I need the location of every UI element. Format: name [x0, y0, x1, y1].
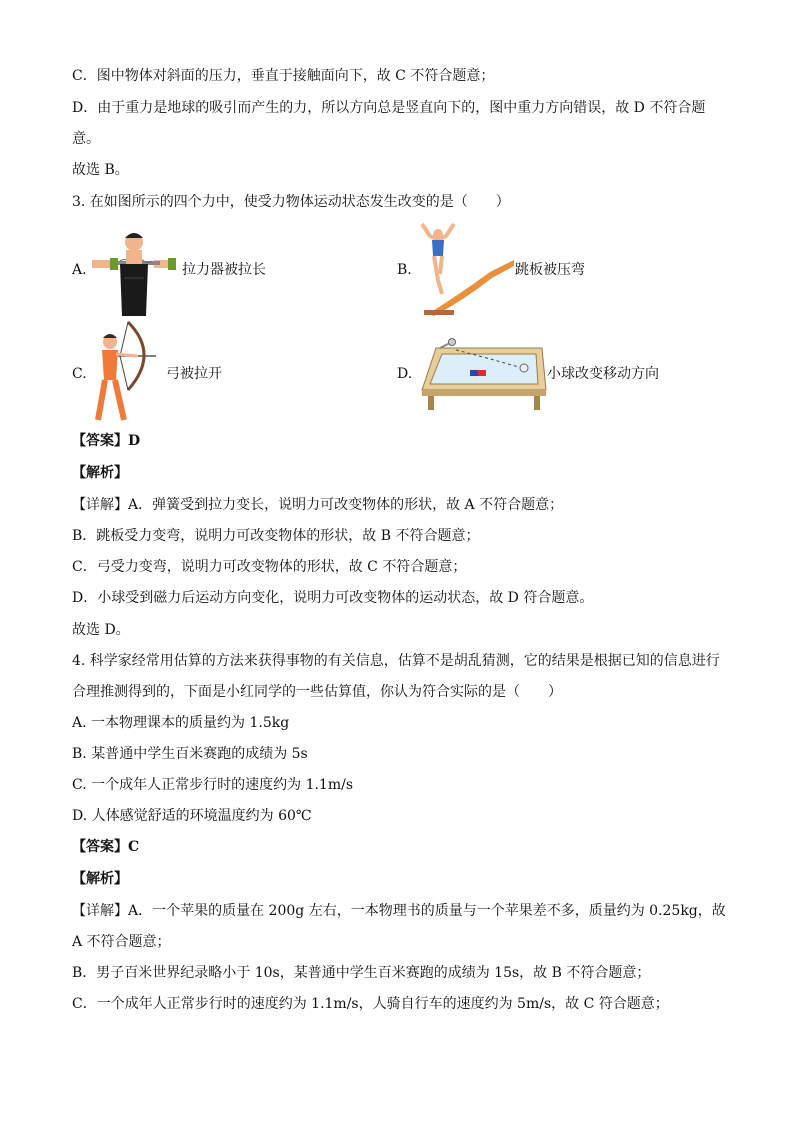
explanation-line: B．跳板受力变弯，说明力可改变物体的形状，故 B 不符合题意；	[72, 528, 480, 544]
option-b: B. 某普通中学生百米赛跑的成绩为 5s	[72, 746, 308, 762]
explanation-line: D．小球受到磁力后运动方向变化，说明力可改变物体的运动状态，故 D 符合题意。	[72, 590, 594, 606]
text-line: 意。	[72, 131, 100, 147]
option-c: C. 一个成年人正常步行时的速度约为 1.1m/s	[72, 777, 354, 793]
magnet-table-figure	[418, 338, 548, 412]
question-4-cont: 合理推测得到的，下面是小红同学的一些估算值，你认为符合实际的是（ ）	[72, 684, 562, 700]
explanation-line: B．男子百米世界纪录略小于 10s，某普通中学生百米赛跑的成绩为 15s，故 B 不符合题意；	[72, 965, 651, 981]
option-a: A. 一本物理课本的质量约为 1.5kg	[72, 715, 290, 731]
analysis-label: 【解析】	[72, 871, 128, 887]
explanation-line: 故选 D。	[72, 622, 130, 638]
choice-c-label: C.	[72, 366, 87, 382]
text-line: D．由于重力是地球的吸引而产生的力，所以方向总是竖直向下的，图中重力方向错误，故 D 不符合题	[72, 100, 706, 116]
explanation-line: C．弓受力变弯，说明力可改变物体的形状，故 C 不符合题意；	[72, 559, 467, 575]
choice-a-caption: 拉力器被拉长	[182, 262, 266, 278]
explanation-line: A 不符合题意；	[72, 934, 171, 950]
springboard-figure	[420, 222, 516, 316]
choice-b-caption: 跳板被压弯	[515, 262, 585, 278]
chest-expander-figure	[90, 228, 182, 316]
choice-c-caption: 弓被拉开	[166, 366, 222, 382]
question-4: 4. 科学家经常用估算的方法来获得事物的有关信息，估算不是胡乱猜测，它的结果是根据已知的信息进行	[72, 653, 720, 669]
explanation-line: 【详解】A．一个苹果的质量在 200g 左右，一本物理书的质量与一个苹果差不多，质量约为 0.25kg，故	[72, 903, 726, 919]
answer-label: 【答案】C	[72, 839, 140, 855]
archer-figure	[90, 320, 160, 424]
answer-label: 【答案】D	[72, 433, 141, 449]
analysis-label: 【解析】	[72, 465, 128, 481]
question-3: 3. 在如图所示的四个力中，使受力物体运动状态发生改变的是（ ）	[72, 194, 510, 210]
choice-d-caption: 小球改变移动方向	[547, 366, 659, 382]
choice-d-label: D.	[397, 366, 413, 382]
explanation-line: C．一个成年人正常步行时的速度约为 1.1m/s，人骑自行车的速度约为 5m/s，故 C 符合题意；	[72, 996, 669, 1012]
choice-b-label: B.	[397, 262, 412, 278]
choice-a-label: A.	[72, 262, 87, 278]
explanation-line: 【详解】A．弹簧受到拉力变长，说明力可改变物体的形状，故 A 不符合题意；	[72, 497, 564, 513]
text-line: 故选 B。	[72, 162, 129, 178]
text-line: C．图中物体对斜面的压力，垂直于接触面向下，故 C 不符合题意；	[72, 68, 495, 84]
option-d: D. 人体感觉舒适的环境温度约为 60℃	[72, 808, 312, 824]
